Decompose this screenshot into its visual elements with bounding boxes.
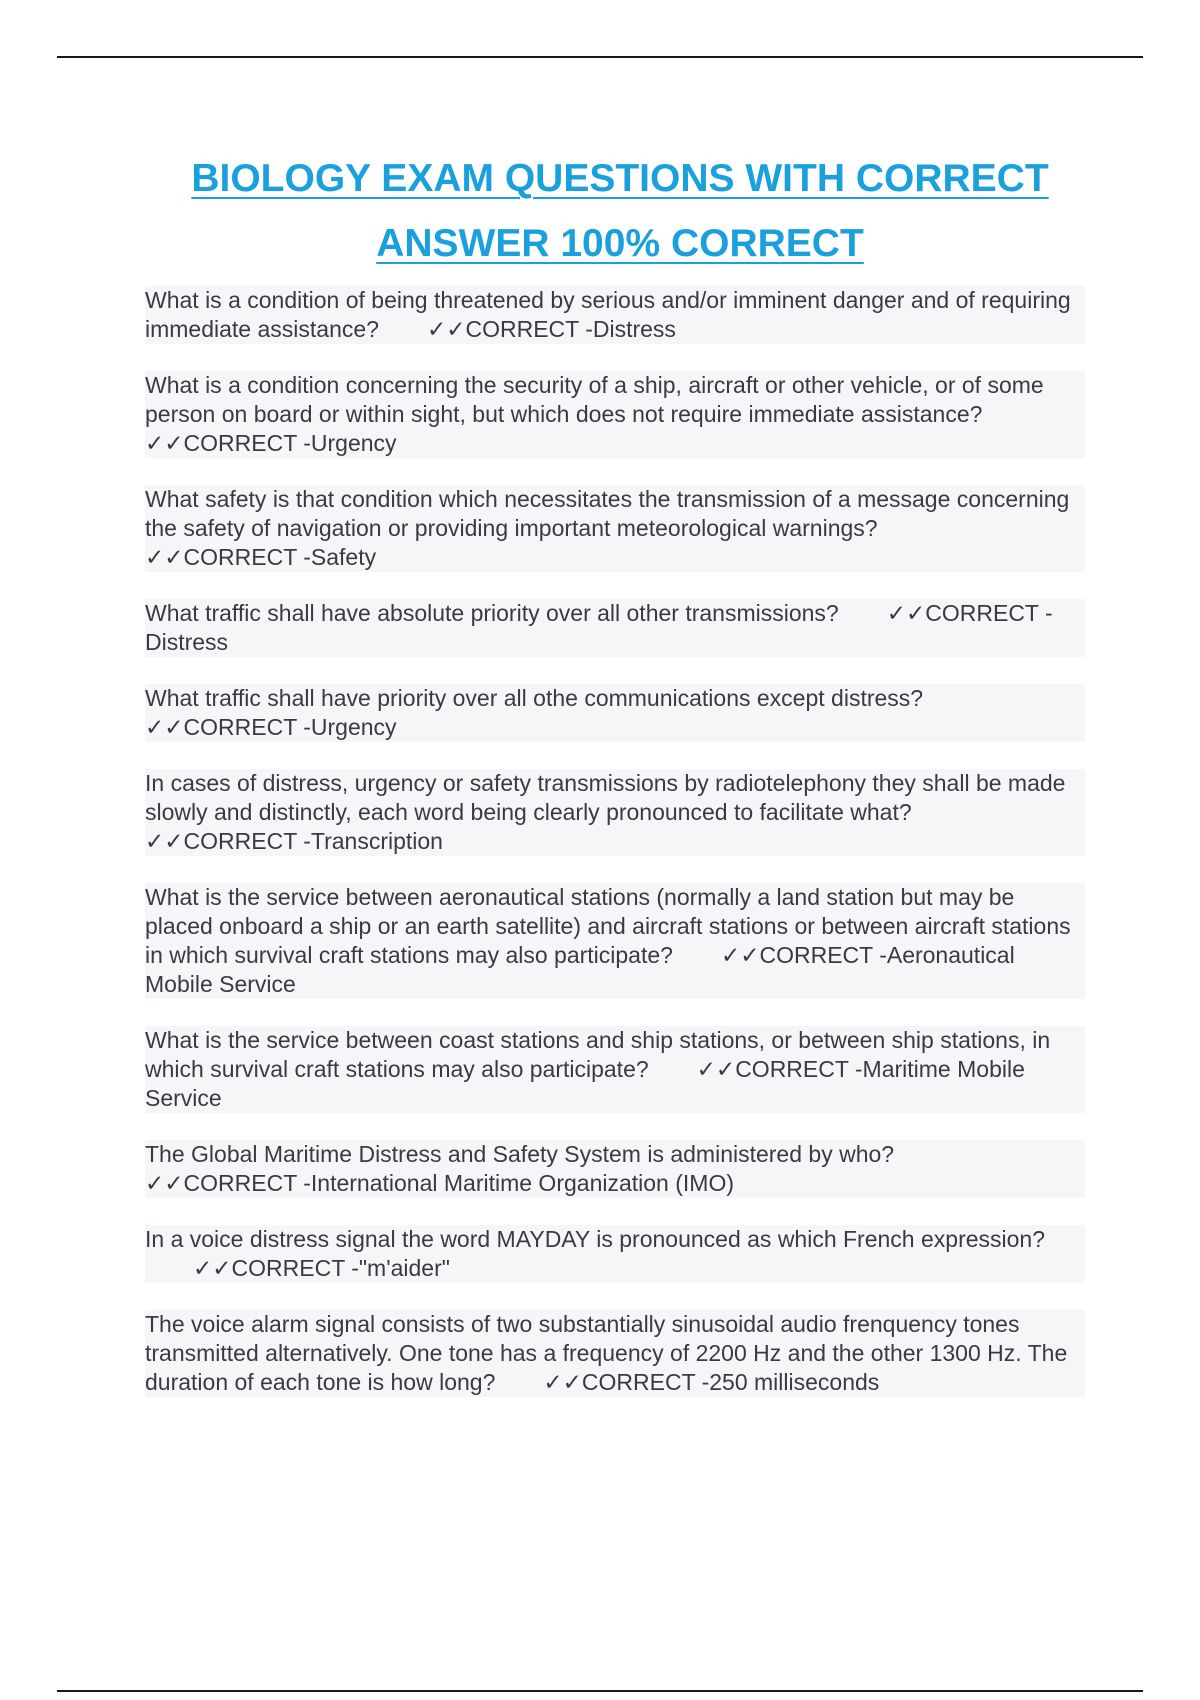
qa-item: [145, 1140, 1085, 1198]
question-text: What traffic shall have priority over all othe communications except distress?: [145, 685, 924, 711]
answer-text: ✓✓CORRECT -Safety: [145, 544, 377, 570]
qa-item: [145, 1026, 1085, 1113]
answer-text: ✓✓CORRECT -250 milliseconds: [543, 1369, 880, 1395]
qa-item: [145, 1310, 1085, 1397]
answer-text: ✓✓CORRECT -Aeronautical Mobile Service: [145, 942, 1015, 997]
answer-text: ✓✓CORRECT -"m'aider": [193, 1255, 450, 1281]
answer-text: ✓✓CORRECT -Distress: [426, 316, 676, 342]
question-text: In cases of distress, urgency or safety transmissions by radiotelephony they shall be made slowly and distinctly, each word being clearly pronounced to facilitate what?: [145, 770, 1066, 825]
question-text: What safety is that condition which necessitates the transmission of a message concerning the safety of navigation or providing important meteorological warnings?: [145, 486, 1070, 541]
top-rule: [57, 56, 1143, 58]
question-text: What is a condition concerning the security of a ship, aircraft or other vehicle, or of some person on board or within sight, but which does not require immediate assistance?: [145, 372, 1044, 427]
title-line-2: ANSWER 100% CORRECT: [376, 222, 864, 265]
question-text: What is a condition of being threatened by serious and/or imminent danger and of requiring immediate assistance?: [145, 287, 1071, 342]
question-text: What is the service between aeronautical stations (normally a land station but may be placed onboard a ship or an earth satellite) and aircraft stations or between aircraft stations in which survival craft stations may also participate?: [145, 884, 1071, 968]
answer-text: ✓✓CORRECT -International Maritime Organization (IMO): [145, 1170, 734, 1196]
bottom-rule: [57, 1690, 1143, 1692]
qa-item: [145, 485, 1085, 572]
answer-text: ✓✓CORRECT -Distress: [145, 600, 1053, 655]
qa-item: [145, 371, 1085, 458]
qa-item: [145, 599, 1085, 657]
question-text: What traffic shall have absolute priority over all other transmissions?: [145, 600, 839, 626]
title-line-1: BIOLOGY EXAM QUESTIONS WITH CORRECT: [191, 157, 1049, 200]
question-text: What is the service between coast stations and ship stations, or between ship stations, in which survival craft stations may also participate?: [145, 1027, 1051, 1082]
answer-text: ✓✓CORRECT -Maritime Mobile Service: [145, 1056, 1025, 1111]
qa-item: [145, 769, 1085, 856]
qa-item: [145, 286, 1085, 344]
question-text: In a voice distress signal the word MAYDAY is pronounced as which French expression?: [145, 1226, 1045, 1252]
answer-text: ✓✓CORRECT -Transcription: [145, 828, 443, 854]
answer-text: ✓✓CORRECT -Urgency: [145, 430, 397, 456]
qa-list: [145, 286, 1085, 1424]
question-text: The voice alarm signal consists of two substantially sinusoidal audio frenquency tones transmitted alternatively. One tone has a frequency of 2200 Hz and the other 1300 Hz. The duration of each tone is how long?: [145, 1311, 1068, 1395]
answer-text: ✓✓CORRECT -Urgency: [145, 714, 397, 740]
qa-item: [145, 1225, 1085, 1283]
qa-item: [145, 684, 1085, 742]
question-text: The Global Maritime Distress and Safety System is administered by who?: [145, 1141, 895, 1167]
qa-item: [145, 883, 1085, 999]
page-title: [140, 146, 1100, 276]
